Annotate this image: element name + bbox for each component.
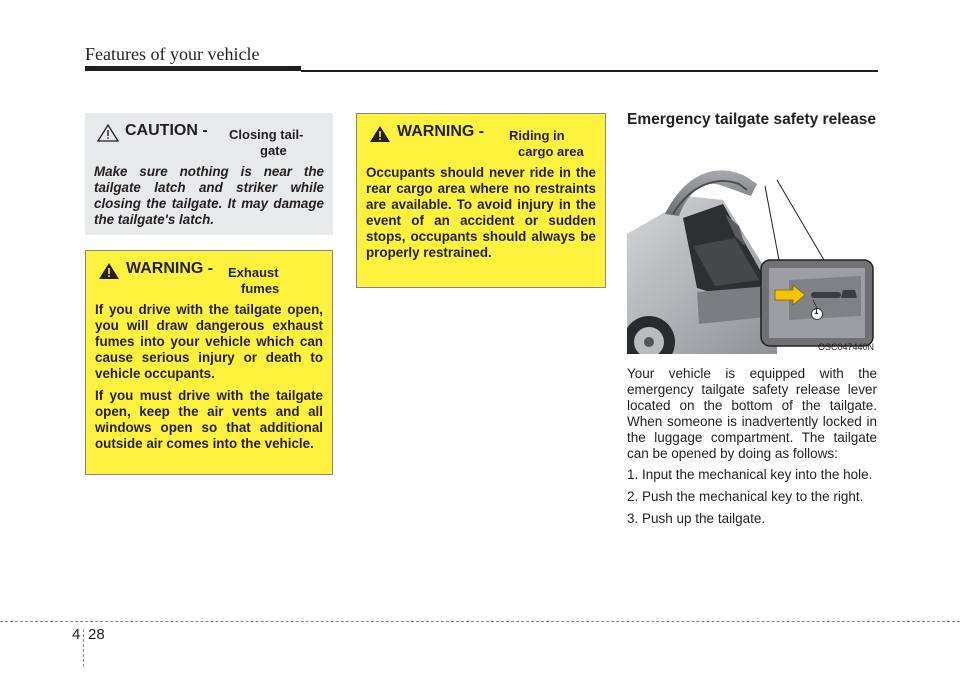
warning-triangle-icon — [98, 262, 120, 280]
warning-exhaust-box — [85, 250, 333, 475]
section-title: Emergency tailgate safety release — [627, 111, 876, 128]
tailgate-figure — [627, 156, 877, 354]
caution-text: Make sure nothing is near the tailgate latch and striker while closing the tailgate. It may damage the tailgate's latch. — [94, 164, 324, 227]
footer-rule — [0, 621, 960, 622]
warning-triangle-icon — [369, 125, 391, 143]
warning-exhaust-heading — [95, 258, 323, 302]
step-item: 1. Input the mechanical key into the hole. — [627, 467, 873, 483]
warning-exhaust-paragraph1: If you drive with the tailgate open, you will draw dangerous exhaust fumes into your vehicle which can cause serious injury or death to vehicle occupants. — [95, 302, 323, 381]
caution-heading — [94, 120, 324, 164]
section-intro: Your vehicle is equipped with the emergency tailgate safety release lever located on the bottom of the tailgate. When someone is inadvertently locked in the luggage compartment. The tailgate can be opened by doing as follows: — [627, 366, 877, 461]
callout-number: 1 — [814, 307, 819, 316]
caution-box — [85, 113, 333, 235]
warning-cargo-text: Occupants should never ride in the rear cargo area where no restraints are available. To avoid injury in the event of an accident or sudden stops, occupants should always be properly restrained. — [366, 165, 596, 260]
caution-subject-line2: gate — [260, 143, 287, 158]
footer-divider — [83, 629, 84, 667]
header-rule-thick — [85, 66, 301, 71]
section-body — [627, 366, 877, 533]
step-item: 2. Push the mechanical key to the right. — [627, 489, 864, 505]
header-rule-thin — [301, 70, 878, 72]
warning-exhaust-paragraph2: If you must drive with the tailgate open, keep the air vents and all windows open so that additional outside air comes into the vehicle. — [95, 388, 323, 451]
warning-exhaust-keyword: WARNING - — [126, 260, 214, 277]
caution-keyword: CAUTION - — [125, 122, 208, 139]
figure-label: OSC047440N — [817, 342, 874, 352]
warning-cargo-keyword: WARNING - — [397, 123, 485, 140]
warning-cargo-heading — [366, 121, 596, 165]
car-illustration — [627, 156, 877, 354]
running-header: Features of your vehicle — [85, 44, 260, 64]
caution-triangle-icon — [97, 124, 119, 142]
caution-subject-line1: Closing tail- — [229, 127, 304, 142]
page-number: 28 — [88, 626, 105, 643]
warning-exhaust-subject-line1: Exhaust — [228, 265, 279, 280]
chapter-number: 4 — [72, 626, 81, 643]
warning-exhaust-subject-line2: fumes — [241, 281, 280, 296]
step-item: 3. Push up the tailgate. — [627, 511, 766, 527]
warning-cargo-box — [356, 113, 606, 288]
warning-cargo-subject-line1: Riding in — [509, 128, 565, 143]
warning-cargo-subject-line2: cargo area — [518, 144, 584, 159]
